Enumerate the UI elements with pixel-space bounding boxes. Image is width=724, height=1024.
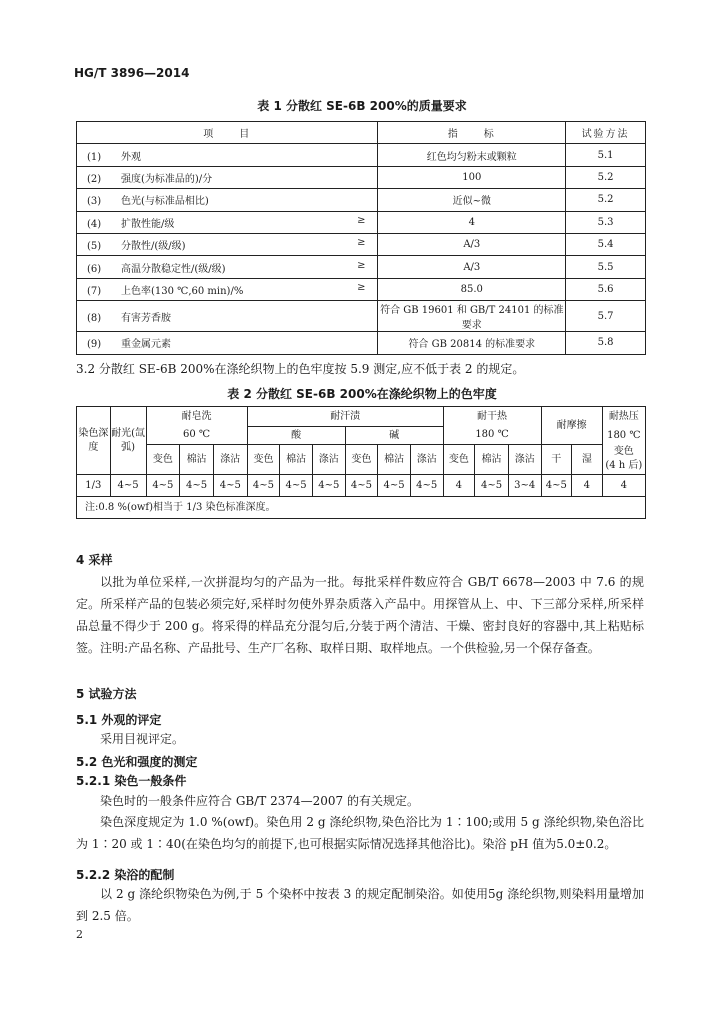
section-5-1-text: 采用目视评定。 xyxy=(100,732,185,746)
header-rubbing: 耐摩擦 xyxy=(541,407,602,445)
table2-data-cell: 4~5 xyxy=(410,475,443,497)
table1-method-cell: 5.4 xyxy=(566,233,646,255)
table1-item-name: 扩散性能/级 xyxy=(121,218,175,230)
table1-row xyxy=(77,211,646,233)
table1-spec-cell: A/3 xyxy=(378,233,566,255)
section-5-2-1-text2: 染色深度规定为 1.0 %(owf)。染色用 2 g 涤纶织物,染色浴比为 1∶100;或用 5 g 涤纶织物,染色浴比为 1∶20 或 1∶40(在染色均匀的前提下,也可根据实际情况选择其他浴比)。染浴 pH 值为5.0±0.2。 xyxy=(76,815,644,851)
header-dry-temp: 180 ℃ xyxy=(443,427,541,445)
page-number: 2 xyxy=(76,928,83,941)
table1-spec-cell: 85.0 xyxy=(378,278,566,300)
table2-data-cell: 4~5 xyxy=(247,475,280,497)
table1-spec-cell: 红色均匀粉末或颗粒 xyxy=(378,144,566,166)
table2-data-cell: 4~5 xyxy=(146,475,180,497)
table1-row xyxy=(77,189,646,211)
table1-row xyxy=(77,332,646,354)
table1-item-number: (9) xyxy=(87,339,102,351)
table2-data-cell: 4~5 xyxy=(280,475,313,497)
table2-data-cell: 3~4 xyxy=(508,475,541,497)
table2-data-cell: 4~5 xyxy=(312,475,345,497)
table1-method-cell: 5.2 xyxy=(566,166,646,188)
table1-spec-cell: 100 xyxy=(378,166,566,188)
table1-method-cell: 5.3 xyxy=(566,211,646,233)
table1-item-cell xyxy=(77,211,378,233)
sub-dry-poly: 涤沾 xyxy=(508,445,541,475)
sub-press-change xyxy=(602,445,645,475)
table1-item-number: (7) xyxy=(87,285,102,297)
section-5-2-1-text1: 染色时的一般条件应符合 GB/T 2374—2007 的有关规定。 xyxy=(100,794,419,808)
header-acid: 酸 xyxy=(247,427,345,445)
header-dry-heat: 耐干热 xyxy=(443,407,541,427)
sub-dry-change: 变色 xyxy=(443,445,475,475)
section-5-2-heading: 5.2 色光和强度的测定 xyxy=(76,755,198,769)
sub-alkali-change: 变色 xyxy=(345,445,378,475)
table1-spec-cell: 4 xyxy=(378,211,566,233)
table1-item-name: 高温分散稳定性/(级/级) xyxy=(121,263,226,275)
sub-press-change-label: 变色 xyxy=(613,446,634,458)
table1-method-cell: 5.5 xyxy=(566,256,646,278)
table1-spec-cell: 近似~微 xyxy=(378,189,566,211)
table2-note: 注:0.8 %(owf)相当于 1/3 染色标准深度。 xyxy=(77,497,646,519)
table2-data-row xyxy=(77,475,646,497)
table1-spec-cell: 符合 GB 19601 和 GB/T 24101 的标准要求 xyxy=(378,301,566,332)
table1-method-cell: 5.7 xyxy=(566,301,646,332)
table2-data-cell: 4~5 xyxy=(180,475,214,497)
section-5-2-1-heading: 5.2.1 染色一般条件 xyxy=(76,774,187,788)
table1-method-cell: 5.8 xyxy=(566,332,646,354)
quality-requirements-table xyxy=(76,121,646,355)
header-soap: 耐皂洗 xyxy=(146,407,247,427)
table1-header-method: 试验方法 xyxy=(566,122,646,144)
header-light xyxy=(110,407,146,475)
sub-acid-poly: 涤沾 xyxy=(312,445,345,475)
table1-item-number: (3) xyxy=(87,196,102,208)
table1-row xyxy=(77,278,646,300)
header-light-label: 耐光(氙弧) xyxy=(111,427,146,453)
table1-caption: 表 1 分散红 SE-6B 200%的质量要求 xyxy=(257,99,467,113)
table1-item-cell xyxy=(77,144,378,166)
header-hot-press: 耐热压 xyxy=(602,407,645,427)
table1-spec-cell: 符合 GB 20814 的标准要求 xyxy=(378,332,566,354)
table1-row xyxy=(77,233,646,255)
header-sweat: 耐汗渍 xyxy=(247,407,443,427)
section-5-2-2-heading: 5.2.2 染浴的配制 xyxy=(76,868,175,882)
color-fastness-table xyxy=(76,406,646,519)
section-5-1-heading: 5.1 外观的评定 xyxy=(76,713,162,727)
sub-rub-dry: 干 xyxy=(541,445,572,475)
table1-item-name: 分散性/(级/级) xyxy=(121,241,186,253)
sub-acid-change: 变色 xyxy=(247,445,280,475)
table1-row xyxy=(77,144,646,166)
table2-data-cell: 4~5 xyxy=(378,475,411,497)
section-5-2-2-text: 以 2 g 涤纶织物染色为例,于 5 个染杯中按表 3 的规定配制染浴。如使用5g 涤纶织物,则染料用量增加到 2.5 倍。 xyxy=(76,887,644,923)
header-alkali: 碱 xyxy=(345,427,443,445)
table2-data-cell: 4~5 xyxy=(110,475,146,497)
table1-item-number: (6) xyxy=(87,263,102,275)
sub-soap-poly: 涤沾 xyxy=(213,445,247,475)
table1-item-ge: ≥ xyxy=(357,237,366,249)
document-code: HG/T 3896—2014 xyxy=(74,66,190,80)
sub-soap-change: 变色 xyxy=(146,445,180,475)
table1-item-cell xyxy=(77,233,378,255)
table2-caption: 表 2 分散红 SE-6B 200%在涤纶织物上的色牢度 xyxy=(227,387,497,401)
sub-press-after-label: (4 h 后) xyxy=(605,460,643,472)
table2-data-cell: 4 xyxy=(602,475,645,497)
table1-row xyxy=(77,166,646,188)
table1-item-number: (2) xyxy=(87,173,102,185)
header-soap-temp: 60 ℃ xyxy=(146,427,247,445)
table1-header-item: 项 目 xyxy=(77,122,378,144)
table2-data-cell: 1/3 xyxy=(77,475,111,497)
table1-item-cell xyxy=(77,256,378,278)
table1-header-spec: 指 标 xyxy=(378,122,566,144)
table1-item-name: 上色率(130 ℃,60 min)/% xyxy=(121,285,244,297)
table1-item-cell xyxy=(77,189,378,211)
sub-rub-wet: 湿 xyxy=(572,445,603,475)
table1-item-cell xyxy=(77,278,378,300)
sub-alkali-cotton: 棉沾 xyxy=(378,445,411,475)
table1-item-name: 强度(为标准品的)/分 xyxy=(121,173,213,185)
table2-data-cell: 4~5 xyxy=(213,475,247,497)
table1-item-number: (4) xyxy=(87,218,102,230)
section-5-heading: 5 试验方法 xyxy=(76,687,137,701)
table2-data-cell: 4 xyxy=(443,475,475,497)
table2-data-cell: 4~5 xyxy=(345,475,378,497)
table1-item-number: (1) xyxy=(87,151,102,163)
table2-data-cell: 4 xyxy=(572,475,603,497)
header-press-temp: 180 ℃ xyxy=(602,427,645,445)
table1-spec-cell: A/3 xyxy=(378,256,566,278)
header-dye-depth-label: 染色深度 xyxy=(78,427,109,453)
sub-alkali-poly: 涤沾 xyxy=(410,445,443,475)
table1-item-name: 重金属元素 xyxy=(121,339,171,351)
table1-item-number: (5) xyxy=(87,241,102,253)
sub-soap-cotton: 棉沾 xyxy=(180,445,214,475)
table1-item-ge: ≥ xyxy=(357,281,366,293)
table1-item-number: (8) xyxy=(87,312,102,324)
table1-method-cell: 5.6 xyxy=(566,278,646,300)
table1-item-name: 外观 xyxy=(121,151,141,163)
section-4-text: 以批为单位采样,一次拼混均匀的产品为一批。每批采样件数应符合 GB/T 6678—2003 中 7.6 的规定。所采样产品的包装必须完好,采样时勿使外界杂质落入产品中。用探管从上、中、下三部分采样,所采样品总量不得少于 200 g。将采得的样品充分混匀后,分装于两个清洁、干燥、密封良好的容器中,其上粘贴标签。注明:产品名称、产品批号、生产厂名称、取样日期、取样地点。一个供检验,另一个保存备查。 xyxy=(76,575,644,655)
table2-data-cell: 4~5 xyxy=(541,475,572,497)
sub-acid-cotton: 棉沾 xyxy=(280,445,313,475)
table1-row xyxy=(77,256,646,278)
header-dye-depth xyxy=(77,407,111,475)
table1-item-cell xyxy=(77,301,378,332)
table1-header-row xyxy=(77,122,646,144)
table1-method-cell: 5.1 xyxy=(566,144,646,166)
table1-item-name: 有害芳香胺 xyxy=(121,312,171,324)
table1-item-ge: ≥ xyxy=(357,259,366,271)
table1-item-ge: ≥ xyxy=(357,214,366,226)
table1-item-cell xyxy=(77,166,378,188)
section-4-heading: 4 采样 xyxy=(76,553,113,567)
table2-data-cell: 4~5 xyxy=(475,475,509,497)
sub-dry-cotton: 棉沾 xyxy=(475,445,509,475)
table1-item-cell xyxy=(77,332,378,354)
table1-method-cell: 5.2 xyxy=(566,189,646,211)
table1-item-name: 色光(与标准品相比) xyxy=(121,196,209,208)
clause-3-2: 3.2 分散红 SE-6B 200%在涤纶织物上的色牢度按 5.9 测定,应不低于表 2 的规定。 xyxy=(76,362,525,376)
table1-row xyxy=(77,301,646,332)
